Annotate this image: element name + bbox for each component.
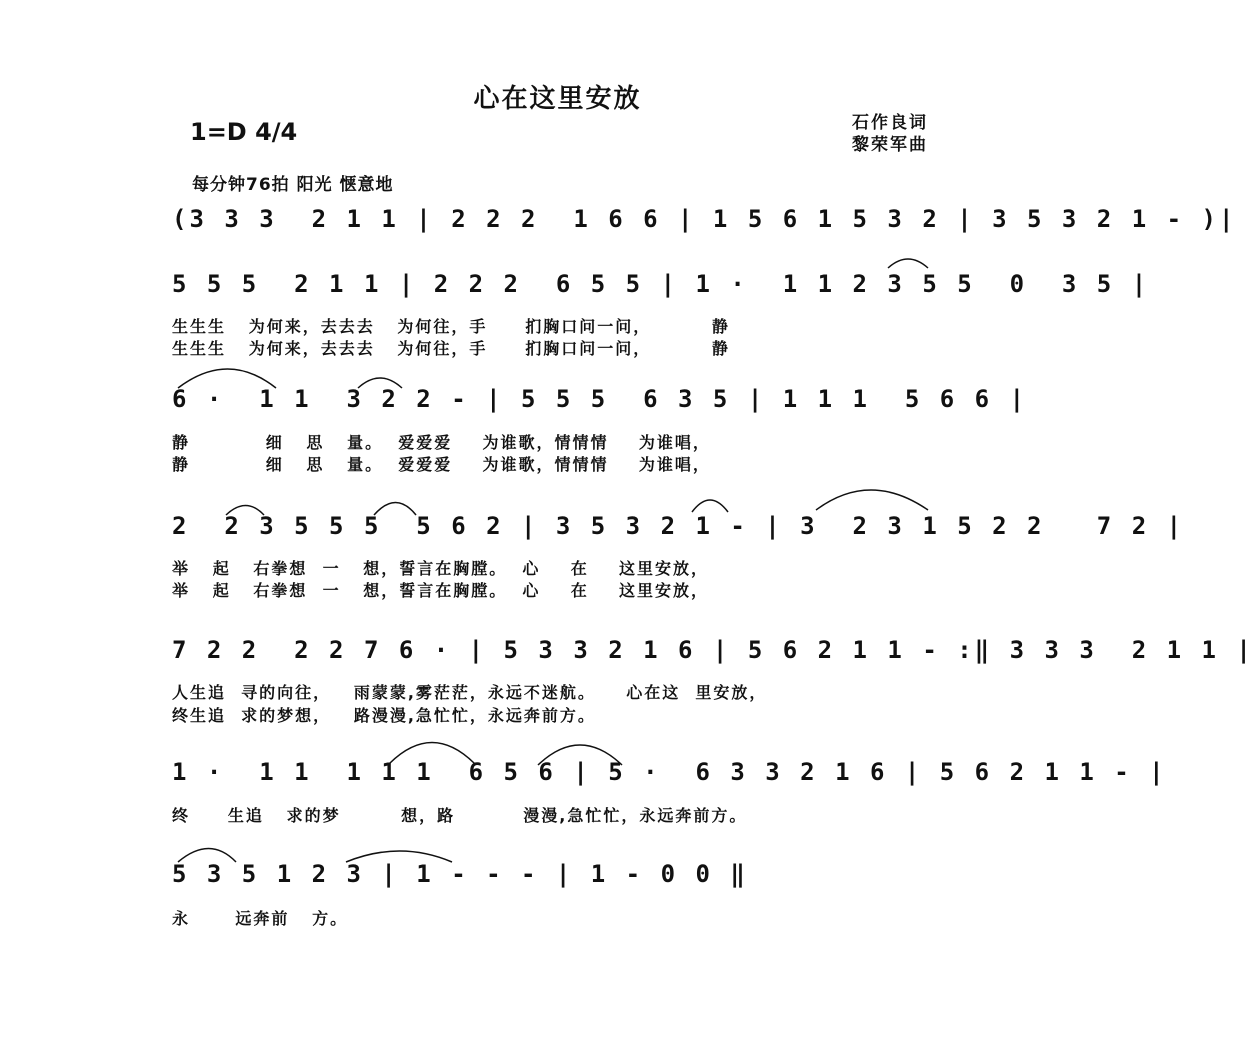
system-3-lyric-verse-2: 静 细 思 量。 爱爱爱 为谁歌，情情情 为谁唱， bbox=[172, 455, 711, 474]
slur bbox=[178, 369, 276, 388]
song-title: 心在这里安放 bbox=[473, 84, 642, 114]
system-5-lyric-verse-1: 人生追 寻的向往， 雨蒙蒙,雾茫茫，永远不迷航。 心在这 里安放， bbox=[172, 683, 768, 702]
system-4-notes: 2 2 3 5 5 5 5 6 2 | 3 5 3 2 1 - | 3 2 3 1 5 2 2 7 2 | bbox=[172, 512, 1185, 540]
slur bbox=[538, 745, 622, 765]
slur bbox=[388, 743, 476, 766]
system-6-notes: 1 · 1 1 1 1 1 6 5 6 | 5 · 6 3 3 2 1 6 | 5 6 2 1 1 - | bbox=[172, 758, 1167, 786]
slur bbox=[374, 503, 416, 516]
system-2-lyric-verse-1: 生生生 为何来，去去去 为何往，手 扪胸口问一问， 静 bbox=[172, 317, 730, 336]
system-5-notes: 7 2 2 2 2 7 6 · | 5 3 3 2 1 6 | 5 6 2 1 1 - :‖ 3 3 3 2 1 1 | bbox=[172, 636, 1254, 664]
slur bbox=[816, 490, 928, 510]
slur bbox=[178, 849, 236, 863]
slur bbox=[692, 500, 728, 512]
system-7-notes: 5 3 5 1 2 3 | 1 - - - | 1 - 0 0 ‖ bbox=[172, 860, 748, 888]
system-3-lyric-verse-1: 静 细 思 量。 爱爱爱 为谁歌，情情情 为谁唱， bbox=[172, 433, 711, 452]
system-7-lyric: 永 远奔前 方。 bbox=[172, 909, 349, 928]
composer-credit: 黎荣军曲 bbox=[852, 135, 928, 155]
key-signature: 1=D 4/4 bbox=[190, 118, 298, 146]
system-2-lyric-verse-2: 生生生 为何来，去去去 为何往，手 扪胸口问一问， 静 bbox=[172, 339, 730, 358]
system-3-notes: 6 · 1 1 3 2 2 - | 5 5 5 6 3 5 | 1 1 1 5 6 6 | bbox=[172, 385, 1028, 413]
system-6-lyric: 终 生追 求的梦 想，路 漫漫,急忙忙，永远奔前方。 bbox=[172, 806, 748, 825]
slur bbox=[346, 851, 452, 862]
slur bbox=[358, 378, 402, 388]
slur bbox=[888, 259, 928, 268]
lyricist-credit: 石作良词 bbox=[852, 113, 928, 133]
system-2-notes: 5 5 5 2 1 1 | 2 2 2 6 5 5 | 1 · 1 1 2 3 5 5 0 3 5 | bbox=[172, 270, 1150, 298]
system-1-notes: (3 3 3 2 1 1 | 2 2 2 1 6 6 | 1 5 6 1 5 3 2 | 3 5 3 2 1 - )| bbox=[172, 205, 1237, 233]
tempo-marking: 每分钟76拍 阳光 惬意地 bbox=[192, 175, 394, 195]
system-4-lyric-verse-2: 举 起 右拳想 一 想，誓言在胸膛。 心 在 这里安放， bbox=[172, 581, 709, 600]
slur bbox=[226, 506, 264, 516]
system-5-lyric-verse-2: 终生追 求的梦想， 路漫漫,急忙忙，永远奔前方。 bbox=[172, 706, 596, 725]
system-4-lyric-verse-1: 举 起 右拳想 一 想，誓言在胸膛。 心 在 这里安放， bbox=[172, 559, 709, 578]
